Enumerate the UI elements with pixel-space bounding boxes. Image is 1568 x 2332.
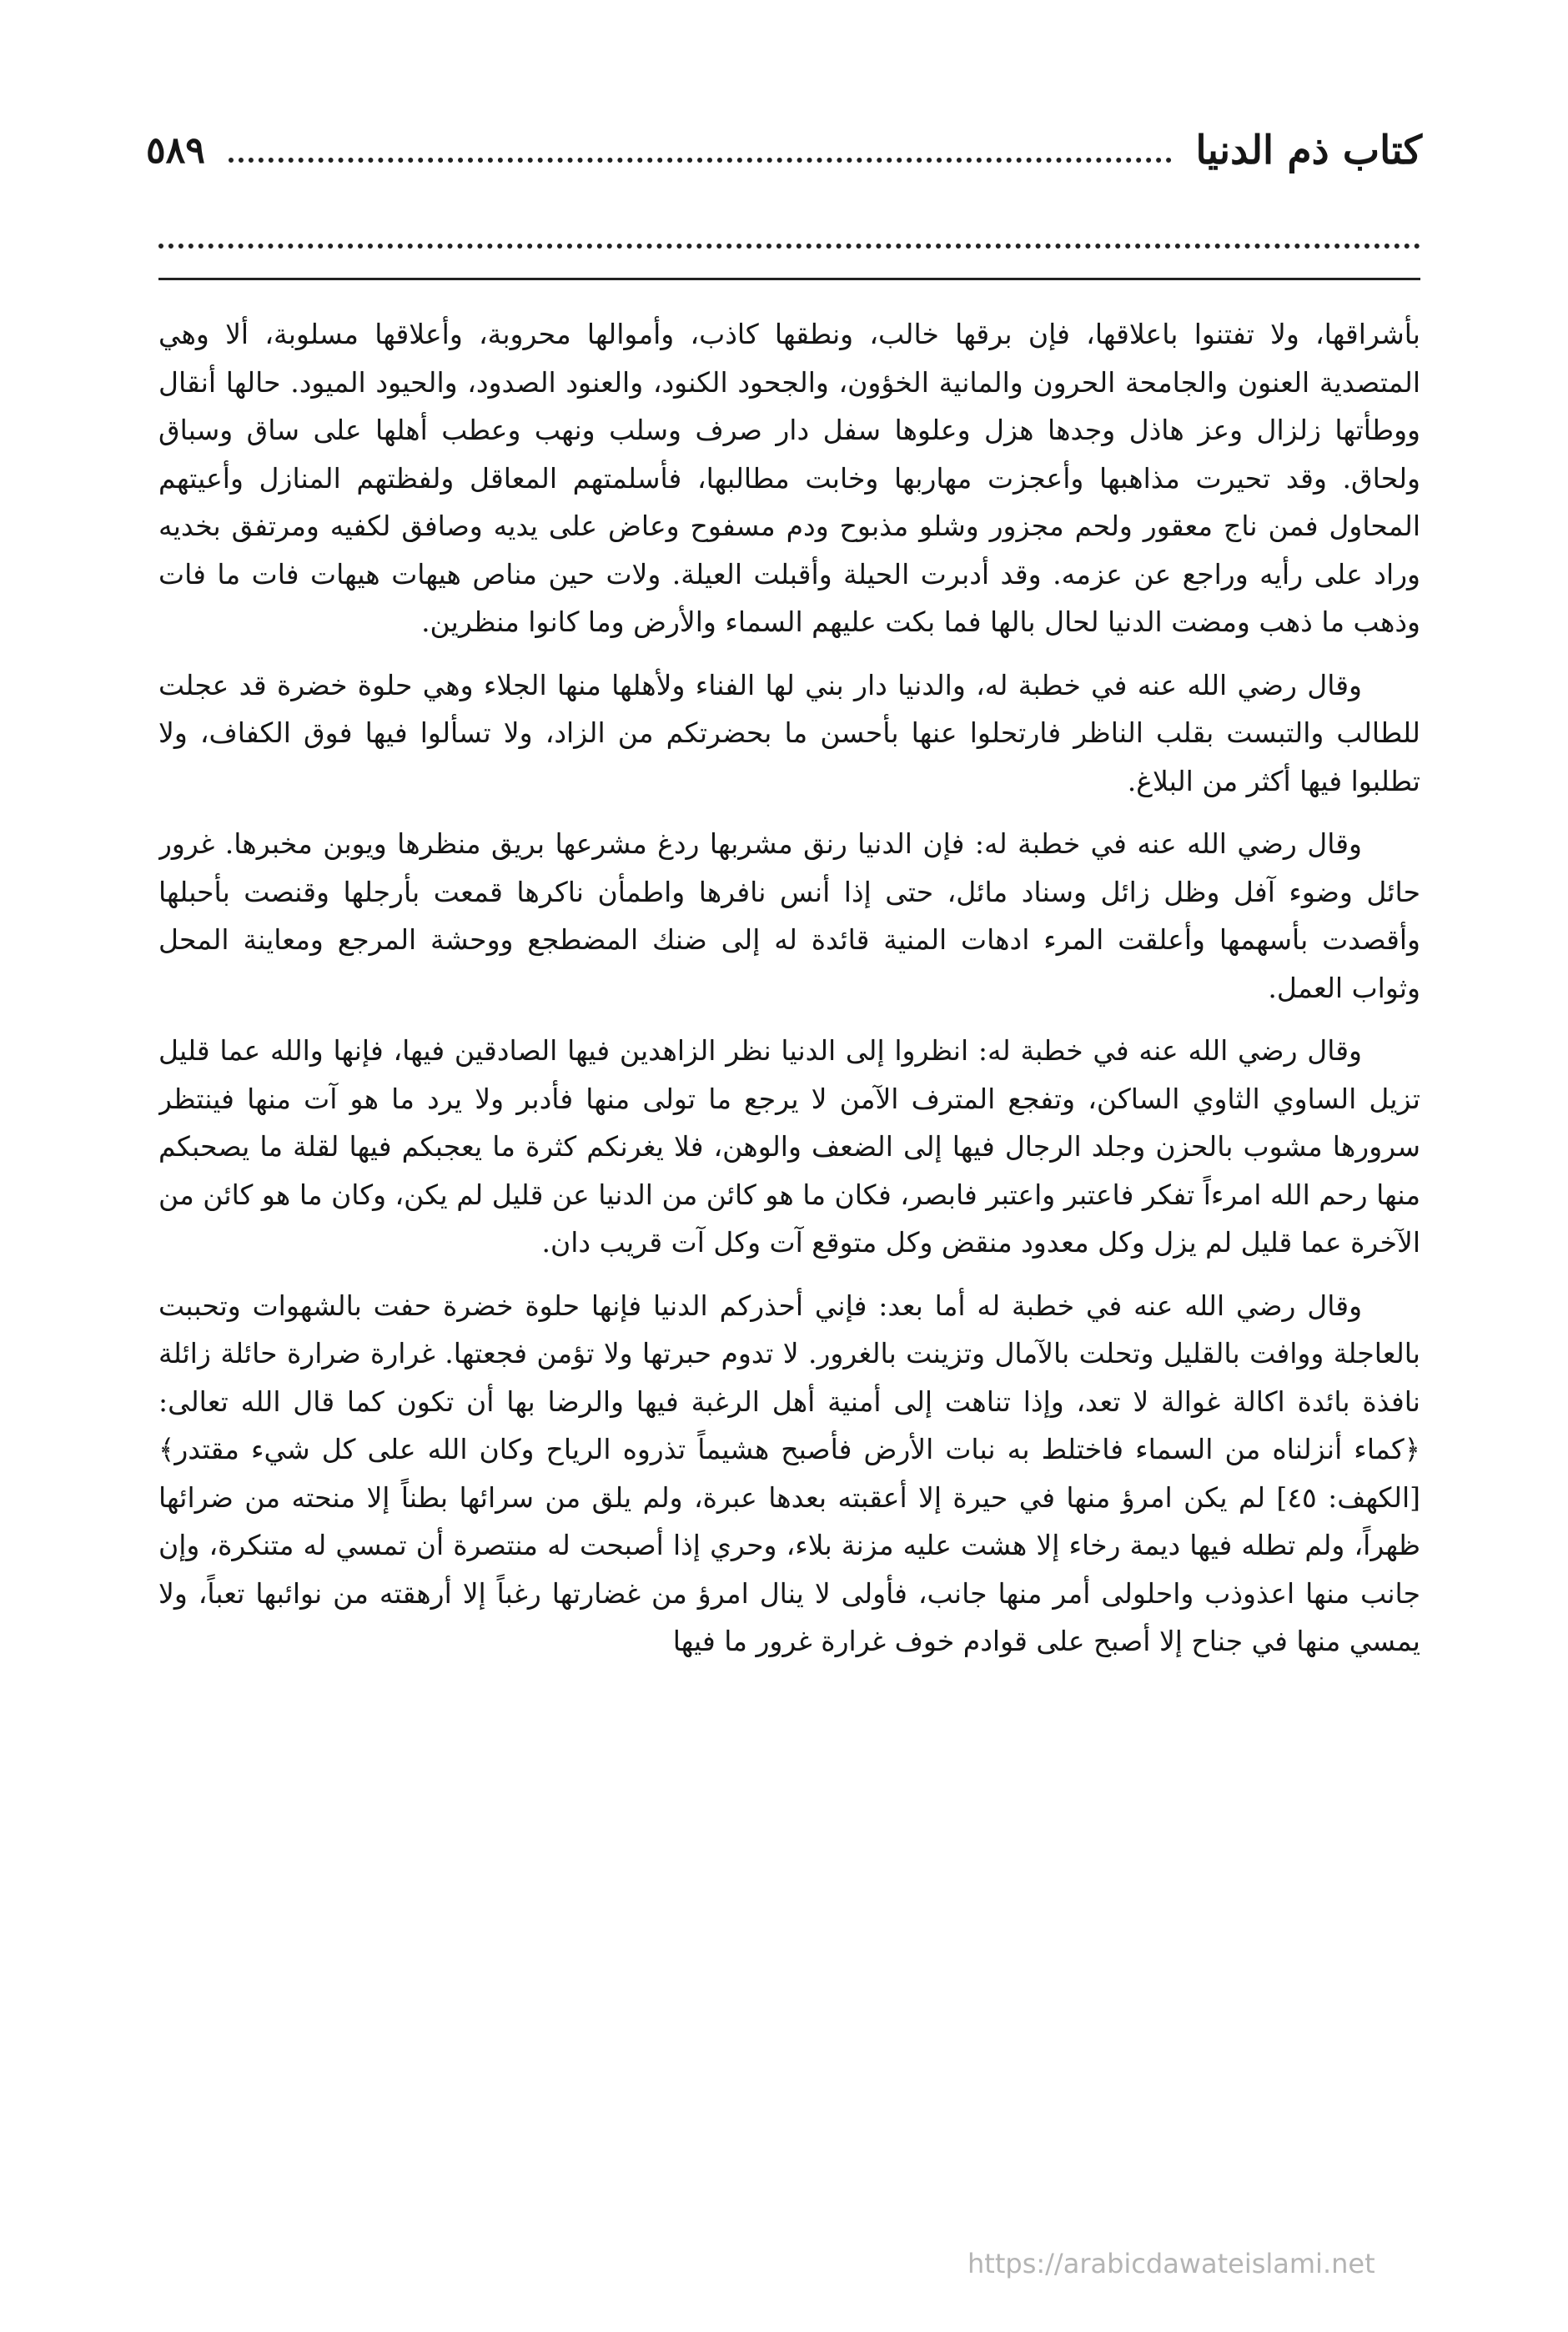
header-title: كتاب ذم الدنيا bbox=[1195, 127, 1422, 173]
page-number: ٥٨٩ bbox=[146, 128, 205, 172]
header-rule bbox=[158, 278, 1420, 280]
paragraph: وقال رضي الله عنه في خطبة له، والدنيا دار بني لها الفناء ولأهلها منها الجلاء وهي حلوة خضرة قد عجلت للطالب والتبست بقلب الناظر فارتحلوا عنها بأحسن ما بحضرتكم من الزاد، ولا تسألوا فيها فوق الكفاف، ولا تطلبوا فيها أكثر من البلاغ. bbox=[158, 668, 1420, 797]
running-header bbox=[146, 117, 1422, 183]
paragraph: وقال رضي الله عنه في خطبة له: انظروا إلى الدنيا نظر الزاهدين فيها الصادقين فيها، فإنها والله عما قليل تزيل الساوي الثاوي الساكن، وتفجع المترف الآمن لا يرجع ما تولى منها فأدبر ولا يرد ما هو آت منها فينتظر سرورها مشوب بالحزن وجلد الرجال فيها إلى الضعف والوهن، فلا يغرنكم كثرة ما يعجبكم فيها لقلة ما يصحبكم منها رحم الله امرءاً تفكر فاعتبر واعتبر فابصر، فكان ما هو كائن من الدنيا عن قليل لم يكن، وكان ما هو كائن من الآخرة عما قليل لم يزل وكل معدود منقض وكل متوقع آت وكل آت قريب دان. bbox=[158, 1034, 1420, 1259]
paragraph: وقال رضي الله عنه في خطبة له: فإن الدنيا رنق مشربها ردغ مشرعها بريق منظرها ويوبن مخبرها. غرور حائل وضوء آفل وظل زائل وسناد مائل، حتى إذا أنس نافرها واطمأن ناكرها قمعت بأرجلها وقنصت بأحبلها وأقصدت بأسهمها وأعلقت المرء ادهات المنية قائدة له إلى ضنك المضطجع ووحشة المرجع ومعاينة المحل وثواب العمل. bbox=[158, 827, 1420, 1004]
dotted-separator bbox=[158, 244, 1420, 249]
header-dot-leader bbox=[229, 158, 1173, 163]
page-body bbox=[158, 310, 1420, 2207]
paragraph: بأشراقها، ولا تفتنوا باعلاقها، فإن برقها خالب، ونطقها كاذب، وأموالها محروبة، وأعلاقها مسلوبة، ألا وهي المتصدية العنون والجامحة الحرون والمانية الخؤون، والجحود الكنود، والعنود الصدود، والحيود الميود. حالها أنقال ووطأتها زلزال وعز هاذل وجدها هزل وعلوها سفل دار صرف وسلب ونهب وعطب أهلها على ساق وسباق ولحاق. وقد تحيرت مذاهبها وأعجزت مهاربها وخابت مطالبها، فأسلمتهم المعاقل ولفظتهم المنازل وأعيتهم المحاول فمن ناج معقور ولحم مجزور وشلو مذبوح ودم مسفوح وعاض على يديه وصافق لكفيه ومرتفق بخديه وراد على رأيه وراجع عن عزمه. وقد أدبرت الحيلة وأقبلت العيلة. ولات حين مناص هيهات هيهات فات ما فات وذهب ما ذهب ومضت الدنيا لحال بالها فما بكت عليهم السماء والأرض وما كانوا منظرين. bbox=[158, 318, 1420, 638]
watermark-url: https://arabicdawateislami.net bbox=[967, 2248, 1375, 2279]
paragraph: وقال رضي الله عنه في خطبة له أما بعد: فإني أحذركم الدنيا فإنها حلوة خضرة حفت بالشهوات وتحببت بالعاجلة ووافت بالقليل وتحلت بالآمال وتزينت بالغرور. لا تدوم حبرتها ولا تؤمن فجعتها. غرارة ضرارة حائلة زائلة نافذة بائدة اكالة غوالة لا تعد، وإذا تناهت إلى أمنية أهل الرغبة فيها والرضا بها أن تكون كما قال الله تعالى: ﴿كماء أنزلناه من السماء فاختلط به نبات الأرض فأصبح هشيماً تذروه الرياح وكان الله على كل شيء مقتدر﴾ [الكهف: ٤٥] لم يكن امرؤ منها في حيرة إلا أعقبته بعدها عبرة، ولم يلق من سرائها بطناً إلا منحته من ضرائها ظهراً، ولم تطله فيها ديمة رخاء إلا هشت عليه مزنة بلاء، وحري إذا أصبحت له منتصرة أن تمسي له متنكرة، وإن جانب منها اعذوذب واحلولى أمر منها جانب، فأولى لا ينال امرؤ من غضارتها رغباً إلا أرهقته من نوائبها تعباً، ولا يمسي منها في جناح إلا أصبح على قوادم خوف غرارة غرور ما فيها bbox=[158, 1289, 1420, 1657]
